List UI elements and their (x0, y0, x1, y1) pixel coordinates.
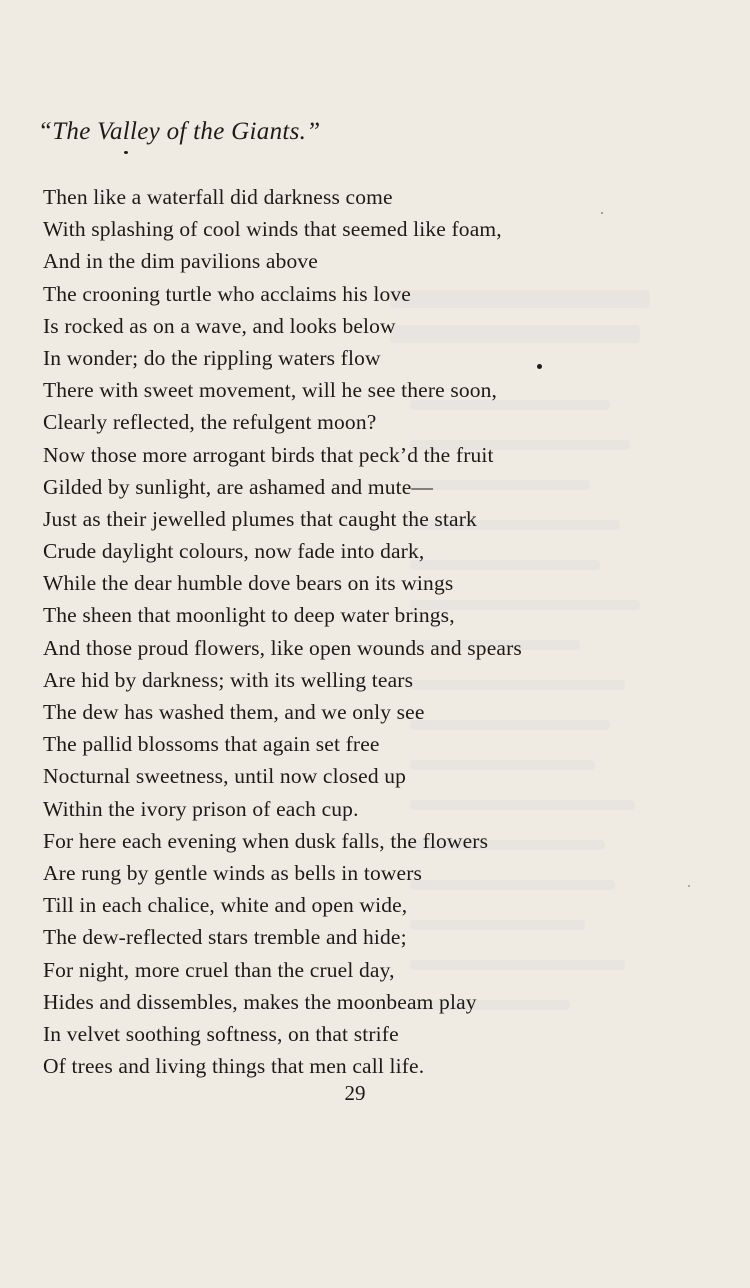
poem-line: The dew-reflected stars tremble and hide; (43, 925, 407, 950)
poem-line: Gilded by sunlight, are ashamed and mute— (43, 474, 434, 499)
poem-line: For night, more cruel than the cruel day, (43, 957, 395, 982)
poem-line: Within the ivory prison of each cup. (43, 796, 359, 821)
poem-line: Crude daylight colours, now fade into dark, (43, 539, 425, 564)
poem-line: Clearly reflected, the refulgent moon? (43, 410, 377, 435)
poem-title: “The Valley of the Giants.” (38, 118, 321, 145)
poem-line: Hides and dissembles, makes the moonbeam play (43, 989, 477, 1014)
poem-line: And those proud flowers, like open wounds and spears (43, 635, 522, 660)
poem-line: In velvet soothing softness, on that strife (43, 1021, 399, 1046)
poem-line: Now those more arrogant birds that peck’d the fruit (43, 442, 494, 467)
ink-speck (124, 151, 128, 154)
page-number: 29 (344, 1081, 366, 1105)
poem-line: Till in each chalice, white and open wide, (43, 893, 408, 918)
poem-line: In wonder; do the rippling waters flow (43, 345, 381, 370)
poem-line: The dew has washed them, and we only see (43, 700, 425, 724)
poem-line: With splashing of cool winds that seemed like foam, (43, 217, 502, 242)
poem-line: Then like a waterfall did darkness come (43, 185, 393, 209)
ink-speck (537, 364, 542, 369)
ink-speck (601, 212, 603, 214)
poem-line: The sheen that moonlight to deep water brings, (43, 603, 455, 628)
poem-line: The crooning turtle who acclaims his love (43, 281, 411, 306)
poem-line: Nocturnal sweetness, until now closed up (43, 764, 407, 789)
poem-line: Just as their jewelled plumes that caught the stark (43, 506, 477, 531)
poem-line: Are hid by darkness; with its welling tears (43, 667, 414, 692)
poem-line: Of trees and living things that men call life. (43, 1054, 425, 1079)
ink-speck (688, 885, 690, 887)
poem-line: The pallid blossoms that again set free (43, 732, 380, 757)
poem-line: And in the dim pavilions above (43, 249, 319, 274)
poem-line: Are rung by gentle winds as bells in towers (43, 860, 423, 885)
poem-line: For here each evening when dusk falls, the flowers (43, 828, 489, 853)
poem-line: There with sweet movement, will he see there soon, (43, 378, 498, 403)
poem-text (43, 181, 693, 1082)
poem-line: While the dear humble dove bears on its wings (43, 571, 454, 596)
poem-line: Is rocked as on a wave, and looks below (43, 313, 396, 338)
